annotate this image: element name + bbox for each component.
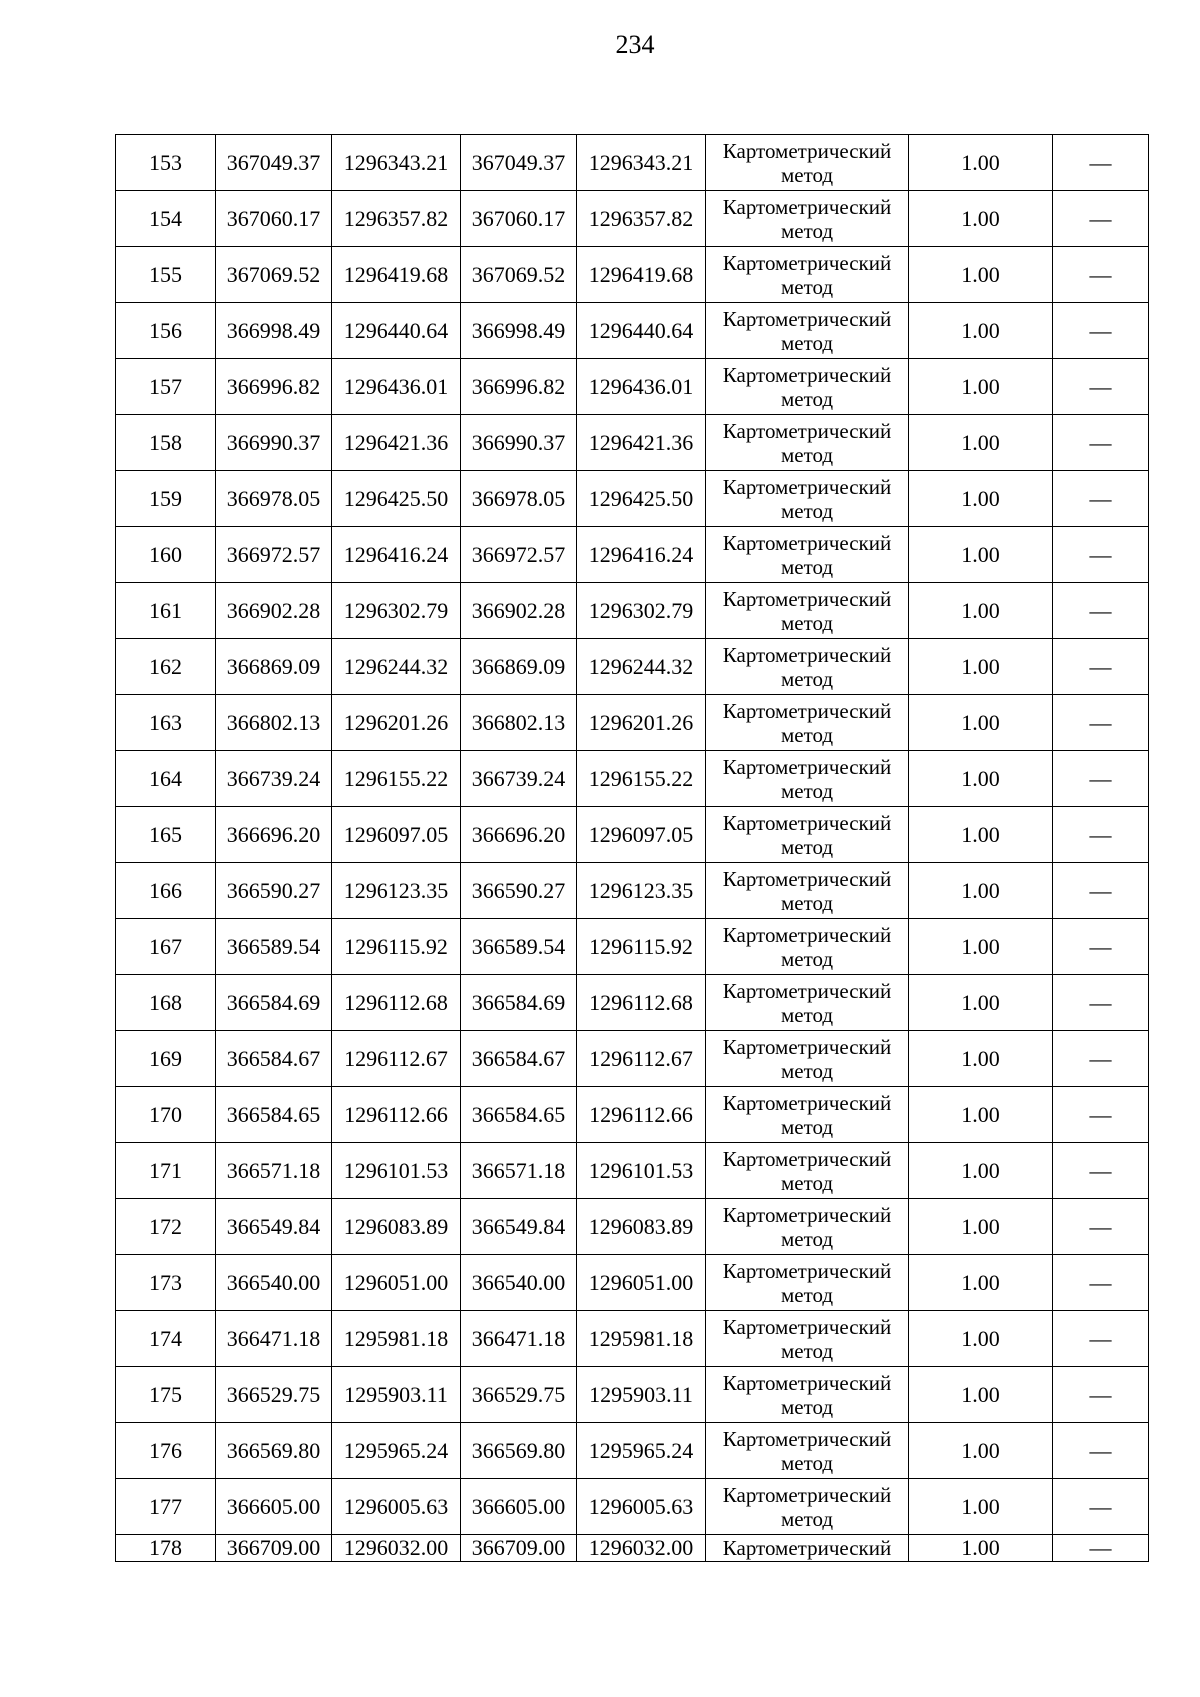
x-coordinate-cell: 366584.65 — [461, 1087, 577, 1143]
point-number-cell: 174 — [116, 1311, 216, 1367]
accuracy-cell: 1.00 — [909, 471, 1053, 527]
y-coordinate-cell: 1296112.66 — [332, 1087, 461, 1143]
table-row — [116, 1143, 1149, 1199]
table-row — [116, 527, 1149, 583]
note-cell: — — [1053, 639, 1149, 695]
table-row — [116, 639, 1149, 695]
y-coordinate-cell: 1296112.68 — [332, 975, 461, 1031]
point-number-cell: 172 — [116, 1199, 216, 1255]
table-row — [116, 415, 1149, 471]
x-coordinate-cell: 366571.18 — [461, 1143, 577, 1199]
table-row — [116, 1367, 1149, 1423]
x-coordinate-cell: 366471.18 — [461, 1311, 577, 1367]
x-coordinate-cell: 366589.54 — [461, 919, 577, 975]
point-number-cell: 167 — [116, 919, 216, 975]
point-number-cell: 173 — [116, 1255, 216, 1311]
x-coordinate-cell: 366998.49 — [216, 303, 332, 359]
x-coordinate-cell: 366972.57 — [461, 527, 577, 583]
accuracy-cell: 1.00 — [909, 527, 1053, 583]
x-coordinate-cell: 366529.75 — [216, 1367, 332, 1423]
table-row — [116, 1199, 1149, 1255]
x-coordinate-cell: 366902.28 — [461, 583, 577, 639]
x-coordinate-cell: 366584.65 — [216, 1087, 332, 1143]
method-cell: Картометрический метод — [706, 1199, 909, 1255]
y-coordinate-cell: 1296005.63 — [332, 1479, 461, 1535]
y-coordinate-cell: 1296115.92 — [577, 919, 706, 975]
x-coordinate-cell: 366696.20 — [461, 807, 577, 863]
note-cell: — — [1053, 807, 1149, 863]
table-row — [116, 919, 1149, 975]
y-coordinate-cell: 1295965.24 — [577, 1423, 706, 1479]
x-coordinate-cell: 366696.20 — [216, 807, 332, 863]
x-coordinate-cell: 366584.69 — [216, 975, 332, 1031]
y-coordinate-cell: 1295903.11 — [332, 1367, 461, 1423]
y-coordinate-cell: 1296419.68 — [332, 247, 461, 303]
y-coordinate-cell: 1296112.66 — [577, 1087, 706, 1143]
method-cell: Картометрический метод — [706, 751, 909, 807]
accuracy-cell: 1.00 — [909, 1255, 1053, 1311]
accuracy-cell: 1.00 — [909, 863, 1053, 919]
accuracy-cell: 1.00 — [909, 975, 1053, 1031]
y-coordinate-cell: 1295903.11 — [577, 1367, 706, 1423]
y-coordinate-cell: 1296343.21 — [332, 135, 461, 191]
table-row — [116, 1479, 1149, 1535]
accuracy-cell: 1.00 — [909, 191, 1053, 247]
note-cell: — — [1053, 1479, 1149, 1535]
accuracy-cell: 1.00 — [909, 583, 1053, 639]
accuracy-cell: 1.00 — [909, 1199, 1053, 1255]
accuracy-cell: 1.00 — [909, 695, 1053, 751]
y-coordinate-cell: 1296244.32 — [332, 639, 461, 695]
table-row — [116, 1255, 1149, 1311]
x-coordinate-cell: 366996.82 — [461, 359, 577, 415]
y-coordinate-cell: 1296112.68 — [577, 975, 706, 1031]
table-body — [116, 135, 1149, 1562]
y-coordinate-cell: 1296115.92 — [332, 919, 461, 975]
method-cell: Картометрический — [706, 1535, 909, 1562]
y-coordinate-cell: 1296357.82 — [332, 191, 461, 247]
x-coordinate-cell: 366869.09 — [216, 639, 332, 695]
point-number-cell: 165 — [116, 807, 216, 863]
point-number-cell: 164 — [116, 751, 216, 807]
x-coordinate-cell: 366998.49 — [461, 303, 577, 359]
method-cell: Картометрический метод — [706, 1367, 909, 1423]
point-number-cell: 162 — [116, 639, 216, 695]
y-coordinate-cell: 1296416.24 — [577, 527, 706, 583]
accuracy-cell: 1.00 — [909, 1367, 1053, 1423]
x-coordinate-cell: 366471.18 — [216, 1311, 332, 1367]
x-coordinate-cell: 366990.37 — [461, 415, 577, 471]
x-coordinate-cell: 366569.80 — [216, 1423, 332, 1479]
y-coordinate-cell: 1296101.53 — [332, 1143, 461, 1199]
method-cell: Картометрический метод — [706, 583, 909, 639]
y-coordinate-cell: 1296123.35 — [577, 863, 706, 919]
method-cell: Картометрический метод — [706, 1087, 909, 1143]
accuracy-cell: 1.00 — [909, 1143, 1053, 1199]
method-cell: Картометрический метод — [706, 303, 909, 359]
x-coordinate-cell: 367060.17 — [461, 191, 577, 247]
y-coordinate-cell: 1296302.79 — [332, 583, 461, 639]
x-coordinate-cell: 367049.37 — [461, 135, 577, 191]
method-cell: Картометрический метод — [706, 135, 909, 191]
x-coordinate-cell: 367069.52 — [461, 247, 577, 303]
y-coordinate-cell: 1296032.00 — [332, 1535, 461, 1562]
x-coordinate-cell: 366902.28 — [216, 583, 332, 639]
method-cell: Картометрический метод — [706, 1423, 909, 1479]
note-cell: — — [1053, 1031, 1149, 1087]
y-coordinate-cell: 1296101.53 — [577, 1143, 706, 1199]
table-row — [116, 191, 1149, 247]
y-coordinate-cell: 1296201.26 — [577, 695, 706, 751]
method-cell: Картометрический метод — [706, 863, 909, 919]
method-cell: Картометрический метод — [706, 695, 909, 751]
method-cell: Картометрический метод — [706, 527, 909, 583]
point-number-cell: 175 — [116, 1367, 216, 1423]
accuracy-cell: 1.00 — [909, 639, 1053, 695]
accuracy-cell: 1.00 — [909, 807, 1053, 863]
note-cell: — — [1053, 975, 1149, 1031]
y-coordinate-cell: 1296425.50 — [577, 471, 706, 527]
x-coordinate-cell: 366709.00 — [216, 1535, 332, 1562]
accuracy-cell: 1.00 — [909, 303, 1053, 359]
note-cell: — — [1053, 863, 1149, 919]
note-cell: — — [1053, 1311, 1149, 1367]
x-coordinate-cell: 366589.54 — [216, 919, 332, 975]
point-number-cell: 160 — [116, 527, 216, 583]
note-cell: — — [1053, 1087, 1149, 1143]
note-cell: — — [1053, 1199, 1149, 1255]
y-coordinate-cell: 1295965.24 — [332, 1423, 461, 1479]
y-coordinate-cell: 1296436.01 — [332, 359, 461, 415]
y-coordinate-cell: 1296425.50 — [332, 471, 461, 527]
y-coordinate-cell: 1295981.18 — [577, 1311, 706, 1367]
y-coordinate-cell: 1295981.18 — [332, 1311, 461, 1367]
y-coordinate-cell: 1296155.22 — [577, 751, 706, 807]
method-cell: Картометрический метод — [706, 191, 909, 247]
point-number-cell: 171 — [116, 1143, 216, 1199]
method-cell: Картометрический метод — [706, 1031, 909, 1087]
accuracy-cell: 1.00 — [909, 247, 1053, 303]
accuracy-cell: 1.00 — [909, 751, 1053, 807]
accuracy-cell: 1.00 — [909, 919, 1053, 975]
y-coordinate-cell: 1296440.64 — [332, 303, 461, 359]
point-number-cell: 158 — [116, 415, 216, 471]
accuracy-cell: 1.00 — [909, 1423, 1053, 1479]
x-coordinate-cell: 366549.84 — [216, 1199, 332, 1255]
accuracy-cell: 1.00 — [909, 359, 1053, 415]
y-coordinate-cell: 1296421.36 — [577, 415, 706, 471]
method-cell: Картометрический метод — [706, 975, 909, 1031]
method-cell: Картометрический метод — [706, 639, 909, 695]
point-number-cell: 157 — [116, 359, 216, 415]
point-number-cell: 156 — [116, 303, 216, 359]
table-row — [116, 1031, 1149, 1087]
table-row — [116, 359, 1149, 415]
x-coordinate-cell: 367060.17 — [216, 191, 332, 247]
method-cell: Картометрический метод — [706, 1311, 909, 1367]
table-row — [116, 1087, 1149, 1143]
table-row — [116, 695, 1149, 751]
table-row — [116, 807, 1149, 863]
y-coordinate-cell: 1296302.79 — [577, 583, 706, 639]
point-number-cell: 168 — [116, 975, 216, 1031]
y-coordinate-cell: 1296123.35 — [332, 863, 461, 919]
accuracy-cell: 1.00 — [909, 135, 1053, 191]
x-coordinate-cell: 366978.05 — [216, 471, 332, 527]
y-coordinate-cell: 1296416.24 — [332, 527, 461, 583]
note-cell: — — [1053, 415, 1149, 471]
note-cell: — — [1053, 527, 1149, 583]
x-coordinate-cell: 366739.24 — [461, 751, 577, 807]
method-cell: Картометрический метод — [706, 471, 909, 527]
y-coordinate-cell: 1296419.68 — [577, 247, 706, 303]
note-cell: — — [1053, 1255, 1149, 1311]
note-cell: — — [1053, 1143, 1149, 1199]
x-coordinate-cell: 366739.24 — [216, 751, 332, 807]
y-coordinate-cell: 1296421.36 — [332, 415, 461, 471]
note-cell: — — [1053, 583, 1149, 639]
method-cell: Картометрический метод — [706, 807, 909, 863]
x-coordinate-cell: 366802.13 — [461, 695, 577, 751]
table-row — [116, 1535, 1149, 1562]
accuracy-cell: 1.00 — [909, 1479, 1053, 1535]
x-coordinate-cell: 367049.37 — [216, 135, 332, 191]
coordinates-table — [115, 134, 1149, 1562]
point-number-cell: 166 — [116, 863, 216, 919]
x-coordinate-cell: 367069.52 — [216, 247, 332, 303]
y-coordinate-cell: 1296005.63 — [577, 1479, 706, 1535]
accuracy-cell: 1.00 — [909, 1031, 1053, 1087]
note-cell: — — [1053, 303, 1149, 359]
y-coordinate-cell: 1296097.05 — [332, 807, 461, 863]
x-coordinate-cell: 366972.57 — [216, 527, 332, 583]
y-coordinate-cell: 1296357.82 — [577, 191, 706, 247]
y-coordinate-cell: 1296051.00 — [577, 1255, 706, 1311]
method-cell: Картометрический метод — [706, 247, 909, 303]
y-coordinate-cell: 1296112.67 — [577, 1031, 706, 1087]
accuracy-cell: 1.00 — [909, 1087, 1053, 1143]
y-coordinate-cell: 1296436.01 — [577, 359, 706, 415]
note-cell: — — [1053, 471, 1149, 527]
note-cell: — — [1053, 751, 1149, 807]
note-cell: — — [1053, 191, 1149, 247]
y-coordinate-cell: 1296343.21 — [577, 135, 706, 191]
note-cell: — — [1053, 1423, 1149, 1479]
page-number: 234 — [615, 30, 655, 59]
table-row — [116, 751, 1149, 807]
x-coordinate-cell: 366996.82 — [216, 359, 332, 415]
x-coordinate-cell: 366605.00 — [216, 1479, 332, 1535]
point-number-cell: 159 — [116, 471, 216, 527]
note-cell: — — [1053, 695, 1149, 751]
point-number-cell: 155 — [116, 247, 216, 303]
y-coordinate-cell: 1296097.05 — [577, 807, 706, 863]
method-cell: Картометрический метод — [706, 415, 909, 471]
x-coordinate-cell: 366590.27 — [461, 863, 577, 919]
note-cell: — — [1053, 1535, 1149, 1562]
note-cell: — — [1053, 247, 1149, 303]
x-coordinate-cell: 366869.09 — [461, 639, 577, 695]
table-row — [116, 303, 1149, 359]
table-row — [116, 863, 1149, 919]
point-number-cell: 177 — [116, 1479, 216, 1535]
accuracy-cell: 1.00 — [909, 1311, 1053, 1367]
y-coordinate-cell: 1296083.89 — [577, 1199, 706, 1255]
point-number-cell: 176 — [116, 1423, 216, 1479]
table-row — [116, 247, 1149, 303]
x-coordinate-cell: 366709.00 — [461, 1535, 577, 1562]
x-coordinate-cell: 366605.00 — [461, 1479, 577, 1535]
table-row — [116, 1311, 1149, 1367]
method-cell: Картометрический метод — [706, 359, 909, 415]
point-number-cell: 154 — [116, 191, 216, 247]
x-coordinate-cell: 366584.69 — [461, 975, 577, 1031]
x-coordinate-cell: 366540.00 — [216, 1255, 332, 1311]
note-cell: — — [1053, 135, 1149, 191]
y-coordinate-cell: 1296155.22 — [332, 751, 461, 807]
table-row — [116, 471, 1149, 527]
table-row — [116, 1423, 1149, 1479]
table-row — [116, 975, 1149, 1031]
y-coordinate-cell: 1296112.67 — [332, 1031, 461, 1087]
y-coordinate-cell: 1296201.26 — [332, 695, 461, 751]
note-cell: — — [1053, 359, 1149, 415]
point-number-cell: 153 — [116, 135, 216, 191]
x-coordinate-cell: 366540.00 — [461, 1255, 577, 1311]
x-coordinate-cell: 366990.37 — [216, 415, 332, 471]
accuracy-cell: 1.00 — [909, 1535, 1053, 1562]
point-number-cell: 169 — [116, 1031, 216, 1087]
note-cell: — — [1053, 1367, 1149, 1423]
method-cell: Картометрический метод — [706, 1255, 909, 1311]
method-cell: Картометрический метод — [706, 1143, 909, 1199]
y-coordinate-cell: 1296032.00 — [577, 1535, 706, 1562]
point-number-cell: 178 — [116, 1535, 216, 1562]
x-coordinate-cell: 366549.84 — [461, 1199, 577, 1255]
x-coordinate-cell: 366802.13 — [216, 695, 332, 751]
y-coordinate-cell: 1296244.32 — [577, 639, 706, 695]
method-cell: Картометрический метод — [706, 919, 909, 975]
point-number-cell: 161 — [116, 583, 216, 639]
table-row — [116, 135, 1149, 191]
x-coordinate-cell: 366584.67 — [216, 1031, 332, 1087]
y-coordinate-cell: 1296440.64 — [577, 303, 706, 359]
y-coordinate-cell: 1296083.89 — [332, 1199, 461, 1255]
table-row — [116, 583, 1149, 639]
y-coordinate-cell: 1296051.00 — [332, 1255, 461, 1311]
x-coordinate-cell: 366569.80 — [461, 1423, 577, 1479]
x-coordinate-cell: 366978.05 — [461, 471, 577, 527]
point-number-cell: 170 — [116, 1087, 216, 1143]
method-cell: Картометрический метод — [706, 1479, 909, 1535]
accuracy-cell: 1.00 — [909, 415, 1053, 471]
x-coordinate-cell: 366584.67 — [461, 1031, 577, 1087]
note-cell: — — [1053, 919, 1149, 975]
x-coordinate-cell: 366590.27 — [216, 863, 332, 919]
x-coordinate-cell: 366571.18 — [216, 1143, 332, 1199]
x-coordinate-cell: 366529.75 — [461, 1367, 577, 1423]
point-number-cell: 163 — [116, 695, 216, 751]
